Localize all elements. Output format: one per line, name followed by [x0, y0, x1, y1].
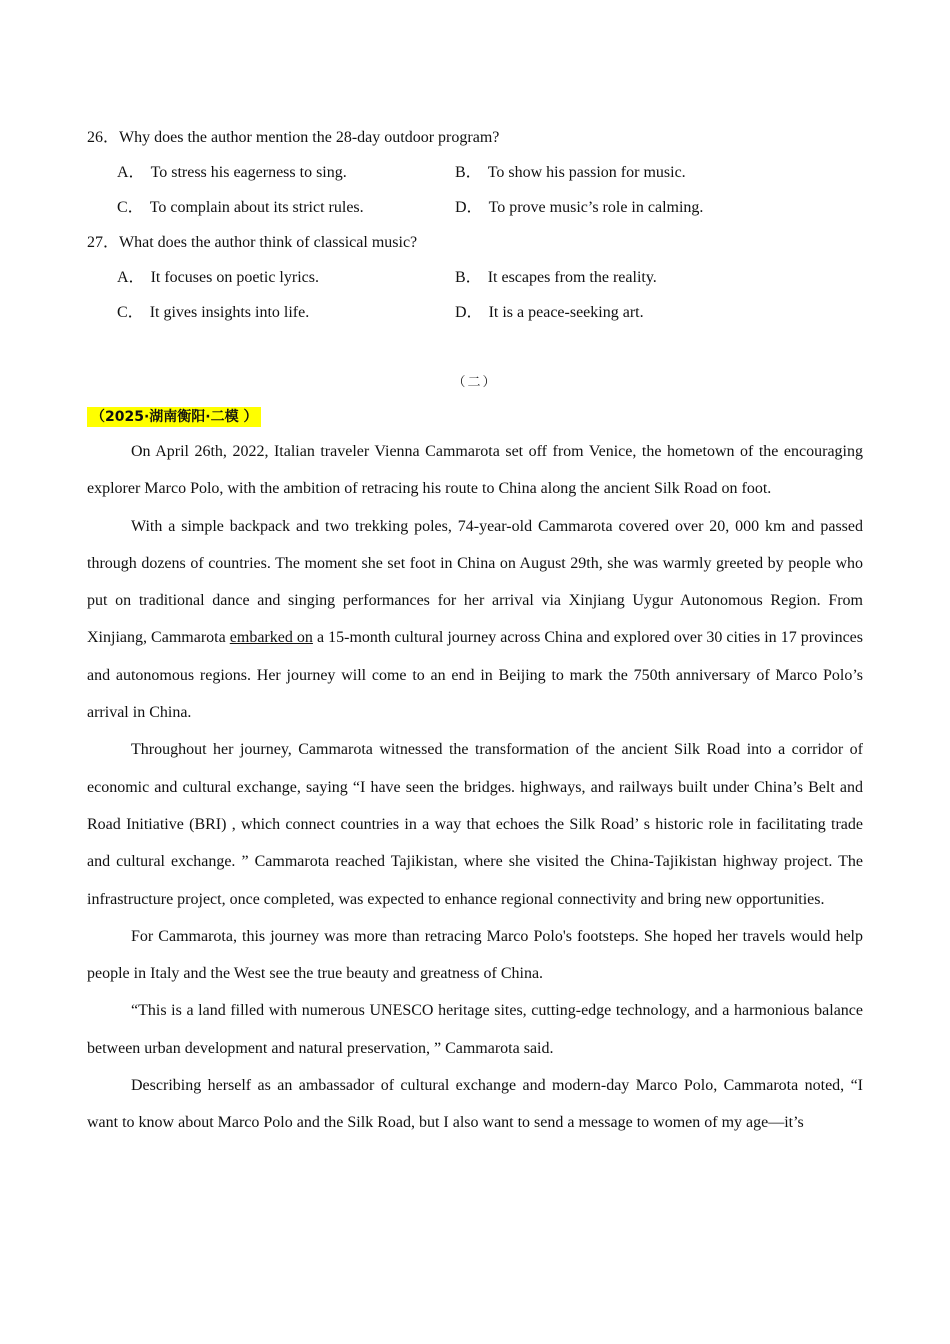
option-text: It focuses on poetic lyrics. — [150, 269, 319, 286]
question-27 — [87, 233, 417, 253]
option-27-a[interactable] — [117, 268, 319, 288]
option-text: To prove music’s role in calming. — [488, 199, 704, 216]
paragraph-text: With a simple backpack and two trekking poles, 74-year-old Cammarota covered over 20, 000 km and passed through dozens of countries. The moment she set foot in China on August 29th, she was warmly greeted by people who put on traditional dance and singing performances for her arrival via Xinjiang Uygur Autonomous Region. From Xinjiang, Cammarota — [87, 517, 863, 647]
passage-paragraph-5: “This is a land filled with numerous UNESCO heritage sites, cutting-edge technology, and a harmonious balance between urban development and natural preservation, ” Cammarota said. — [87, 1002, 863, 1057]
option-letter: D． — [455, 199, 483, 216]
reading-passage — [87, 433, 863, 1142]
option-text: It gives insights into life. — [149, 304, 310, 321]
option-text: To complain about its strict rules. — [149, 199, 364, 216]
underlined-phrase: embarked on — [229, 629, 313, 647]
option-letter: B． — [455, 164, 482, 181]
passage-paragraph-4: For Cammarota, this journey was more than retracing Marco Polo's footsteps. She hoped her travels would help people in Italy and the West see the true beauty and greatness of China. — [87, 927, 863, 983]
passage-paragraph-2 — [87, 508, 863, 732]
option-text: It escapes from the reality. — [487, 269, 657, 286]
option-26-c[interactable] — [117, 198, 364, 218]
option-27-b[interactable] — [455, 268, 657, 288]
option-26-d[interactable] — [455, 198, 703, 218]
question-stem: Why does the author mention the 28-day outdoor program? — [119, 129, 500, 146]
passage-paragraph-6: Describing herself as an ambassador of cultural exchange and modern-day Marco Polo, Cammarota noted, “I want to know about Marco Polo and the Silk Road, but I also want to send a message to women of my age—it’s — [87, 1077, 863, 1132]
source-tag: （2025·湖南衡阳·二模 ） — [87, 407, 261, 427]
question-number: 26． — [87, 129, 120, 146]
passage-paragraph-1: On April 26th, 2022, Italian traveler Vienna Cammarota set off from Venice, the hometown of the encouraging explorer Marco Polo, with the ambition of retracing his route to China along the ancient Silk Road on foot. — [87, 443, 863, 498]
option-text: To show his passion for music. — [487, 164, 686, 181]
option-27-d[interactable] — [455, 303, 644, 323]
passage-paragraph-3: Throughout her journey, Cammarota witnessed the transformation of the ancient Silk Road into a corridor of economic and cultural exchange, saying “I have seen the bridges. highways, and railways built under China’s Belt and Road Initiative (BRI) , which connect countries in a way that echoes the Silk Road’ s historic role in facilitating trade and cultural exchange. ” Cammarota reached Tajikistan, where she visited the China-Tajikistan highway project. The infrastructure project, once completed, was expected to enhance regional connectivity and bring new opportunities. — [87, 741, 863, 908]
option-text: It is a peace-seeking art. — [488, 304, 644, 321]
option-letter: C． — [117, 199, 144, 216]
question-number: 27． — [87, 234, 120, 251]
question-26 — [87, 128, 499, 148]
option-27-c[interactable] — [117, 303, 309, 323]
option-letter: A． — [117, 269, 145, 286]
option-letter: C． — [117, 304, 144, 321]
question-stem: What does the author think of classical music? — [119, 234, 418, 251]
option-26-b[interactable] — [455, 163, 686, 183]
option-letter: A． — [117, 164, 145, 181]
option-text: To stress his eagerness to sing. — [150, 164, 347, 181]
option-26-a[interactable] — [117, 163, 347, 183]
paragraph-text: a 15-month cultural journey across China and explored over 30 cities in 17 provinces and autonomous regions. Her journey will come to an end in Beijing to mark the 750th anniversary of Marco Polo’s arrival in China. — [87, 629, 864, 722]
section-label: （二） — [452, 374, 498, 389]
option-letter: D． — [455, 304, 483, 321]
option-letter: B． — [455, 269, 482, 286]
